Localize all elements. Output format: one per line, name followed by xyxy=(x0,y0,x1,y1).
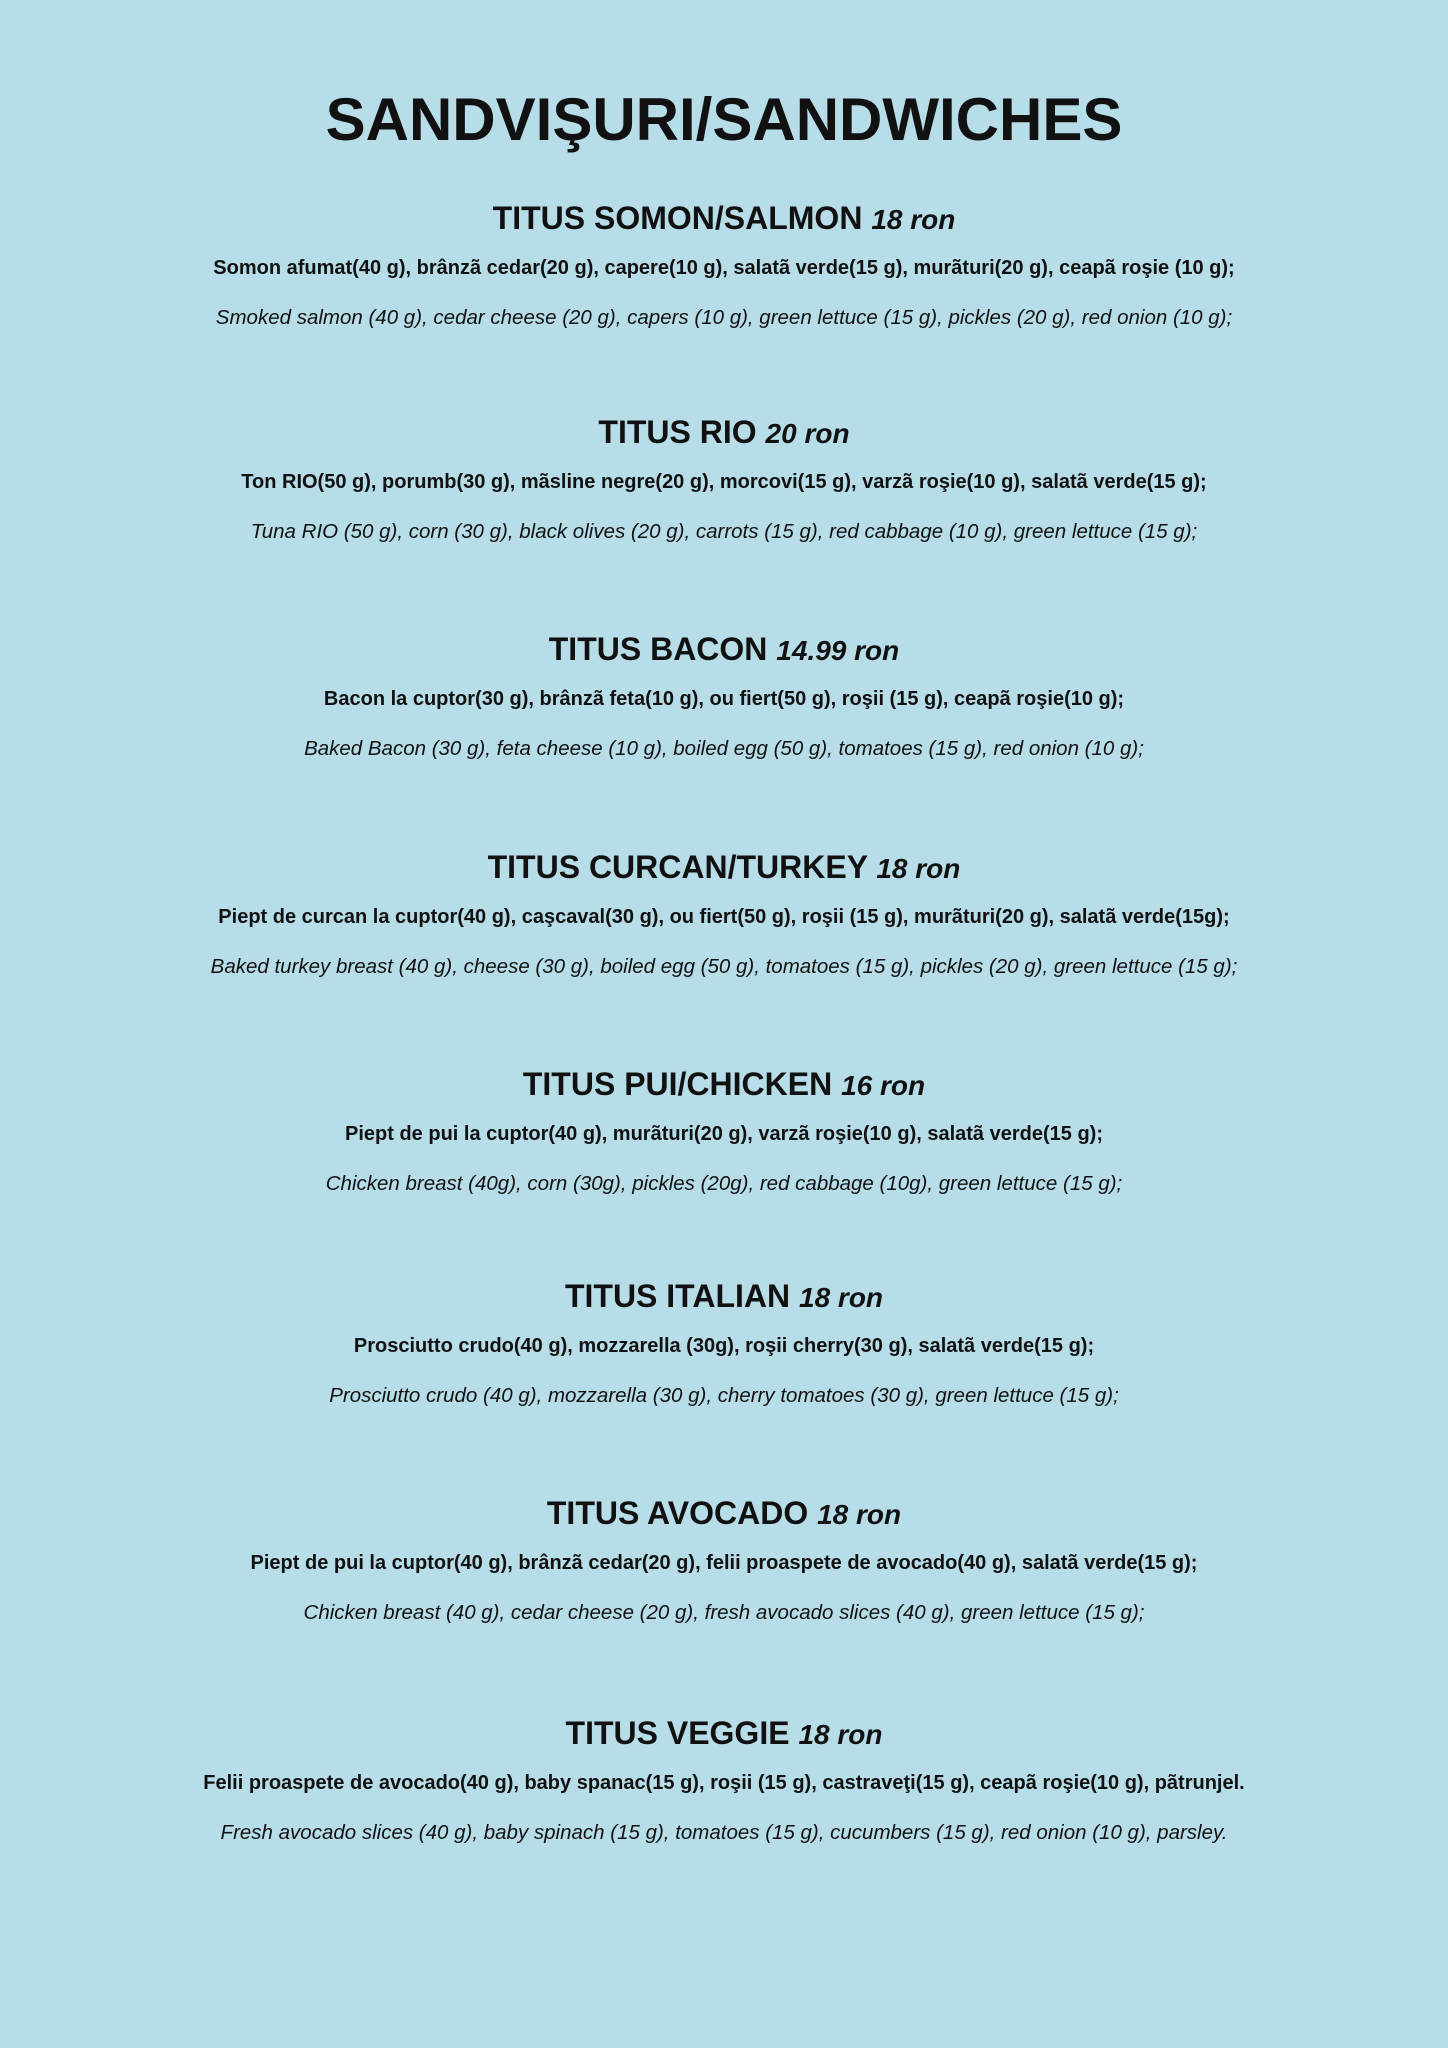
menu-item-rio xyxy=(0,410,1448,546)
menu-item-salmon xyxy=(0,196,1448,332)
item-heading xyxy=(0,1274,1448,1320)
item-ingredients-en: Baked turkey breast (40 g), cheese (30 g), boiled egg (50 g), tomatoes (15 g), pickles (20 g), green lettuce (15 g); xyxy=(210,955,1238,978)
item-name: TITUS PUI/CHICKEN xyxy=(522,1066,833,1102)
item-heading xyxy=(0,1491,1448,1537)
item-price: 14.99 ron xyxy=(776,635,900,666)
item-ingredients-ro: Somon afumat(40 g), brânzã cedar(20 g), capere(10 g), salatã verde(15 g), murãturi(20 g), ceapã roşie (10 g); xyxy=(213,257,1235,279)
item-name: TITUS AVOCADO xyxy=(546,1495,809,1531)
item-heading xyxy=(0,196,1448,242)
page-title: SANDVIŞURI/SANDWICHES xyxy=(325,86,1123,153)
menu-item-bacon xyxy=(0,627,1448,763)
item-ingredients-ro: Bacon la cuptor(30 g), brânzã feta(10 g), ou fiert(50 g), roşii (15 g), ceapã roşie(10 g); xyxy=(323,688,1125,710)
item-heading xyxy=(0,627,1448,673)
item-ingredients-en: Chicken breast (40 g), cedar cheese (20 g), fresh avocado slices (40 g), green lettuce (15 g); xyxy=(303,1601,1145,1624)
item-ingredients-en: Smoked salmon (40 g), cedar cheese (20 g), capers (10 g), green lettuce (15 g), pickles (20 g), red onion (10 g); xyxy=(215,306,1233,329)
item-ingredients-en: Baked Bacon (30 g), feta cheese (10 g), boiled egg (50 g), tomatoes (15 g), red onion (10 g); xyxy=(304,737,1144,760)
menu-item-turkey xyxy=(0,845,1448,981)
item-name: TITUS RIO xyxy=(598,414,757,450)
item-ingredients-ro: Piept de pui la cuptor(40 g), brânzã cedar(20 g), felii proaspete de avocado(40 g), salatã verde(15 g); xyxy=(250,1552,1198,1574)
item-heading xyxy=(0,1062,1448,1108)
item-ingredients-ro: Ton RIO(50 g), porumb(30 g), mãsline negre(20 g), morcovi(15 g), varzã roşie(10 g), salatã verde(15 g); xyxy=(241,471,1207,493)
item-ingredients-ro: Piept de curcan la cuptor(40 g), caşcaval(30 g), ou fiert(50 g), roşii (15 g), murãturi(20 g), salatã verde(15g); xyxy=(218,906,1230,928)
item-price: 16 ron xyxy=(841,1070,926,1101)
item-ingredients-ro: Piept de pui la cuptor(40 g), murãturi(20 g), varzã roşie(10 g), salatã verde(15 g); xyxy=(345,1123,1103,1145)
item-name: TITUS VEGGIE xyxy=(565,1715,790,1751)
item-price: 18 ron xyxy=(871,204,956,235)
item-ingredients-en: Prosciutto crudo (40 g), mozzarella (30 g), cherry tomatoes (30 g), green lettuce (15 g); xyxy=(329,1384,1119,1407)
item-ingredients-ro: Prosciutto crudo(40 g), mozzarella (30g), roşii cherry(30 g), salatã verde(15 g); xyxy=(353,1335,1095,1357)
item-ingredients-en: Tuna RIO (50 g), corn (30 g), black olives (20 g), carrots (15 g), red cabbage (10 g), green lettuce (15 g); xyxy=(250,520,1198,543)
item-name: TITUS BACON xyxy=(548,631,768,667)
item-price: 18 ron xyxy=(876,853,961,884)
menu-item-chicken xyxy=(0,1062,1448,1198)
item-name: TITUS CURCAN/TURKEY xyxy=(487,849,868,885)
item-ingredients-ro: Felii proaspete de avocado(40 g), baby spanac(15 g), roşii (15 g), castraveţi(15 g), ceapã roşie(10 g), pãtrunjel. xyxy=(203,1772,1245,1794)
item-ingredients-en: Fresh avocado slices (40 g), baby spinach (15 g), tomatoes (15 g), cucumbers (15 g), red onion (10 g), parsley. xyxy=(220,1821,1228,1844)
item-heading xyxy=(0,410,1448,456)
item-ingredients-en: Chicken breast (40g), corn (30g), pickles (20g), red cabbage (10g), green lettuce (15 g); xyxy=(325,1172,1123,1195)
item-price: 20 ron xyxy=(765,418,850,449)
item-price: 18 ron xyxy=(799,1282,884,1313)
item-heading xyxy=(0,1711,1448,1757)
menu-item-avocado xyxy=(0,1491,1448,1627)
menu-item-veggie xyxy=(0,1711,1448,1847)
item-name: TITUS SOMON/SALMON xyxy=(492,200,863,236)
item-price: 18 ron xyxy=(817,1499,902,1530)
item-heading xyxy=(0,845,1448,891)
item-name: TITUS ITALIAN xyxy=(564,1278,791,1314)
item-price: 18 ron xyxy=(798,1719,883,1750)
menu-item-italian xyxy=(0,1274,1448,1410)
